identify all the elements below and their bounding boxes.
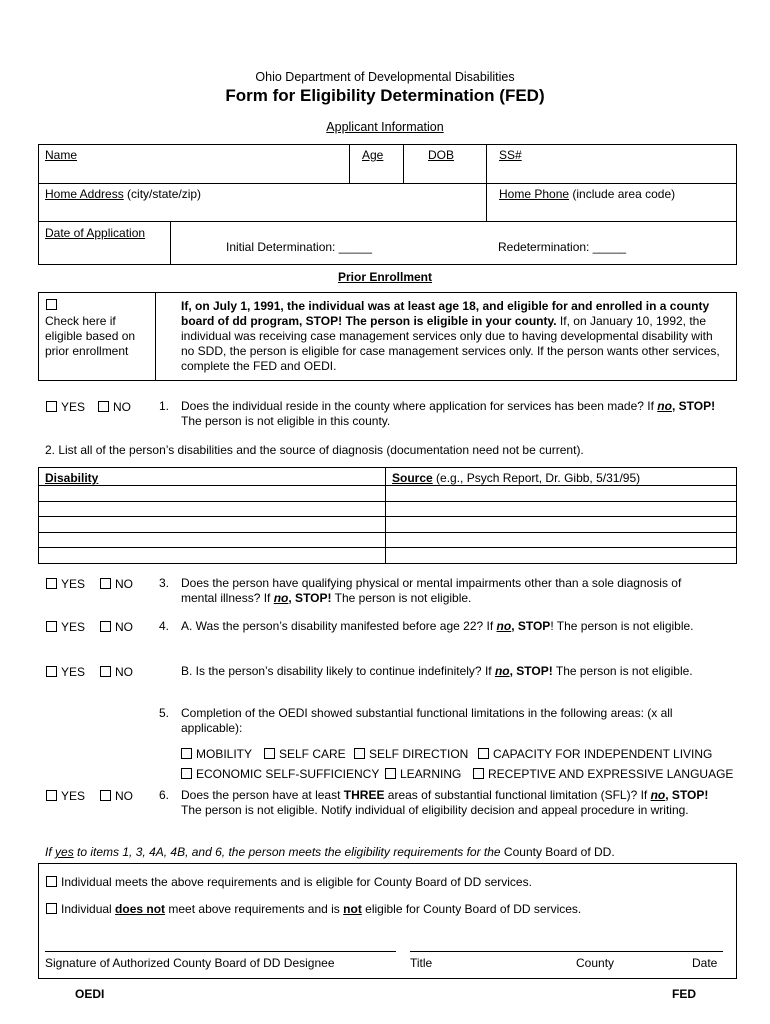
q1-yes[interactable] xyxy=(46,400,85,414)
q4b-no[interactable] xyxy=(100,665,133,679)
prior-enrollment-text xyxy=(181,299,729,374)
meets-label: Individual meets the above requirements and is eligible for County Board of DD services. xyxy=(61,875,532,889)
date-label: Date xyxy=(692,956,718,970)
q6-no-emph: no xyxy=(650,788,666,802)
q6-number: 6. xyxy=(159,788,170,802)
area-self-care[interactable] xyxy=(264,747,346,761)
language-label: RECEPTIVE AND EXPRESSIVE LANGUAGE xyxy=(488,767,734,781)
mobility-checkbox[interactable] xyxy=(181,748,192,759)
q4a-yes-label: YES xyxy=(61,620,86,634)
mobility-label: MOBILITY xyxy=(196,747,253,761)
prior-enrollment-bold: If, on July 1, 1991, the individual was at least age 18, and eligible for and enrolled in a county board of dd program, STOP! The person is eligible in your county. xyxy=(181,299,710,328)
dob-field[interactable]: DOB xyxy=(428,148,455,162)
name-field[interactable]: Name xyxy=(45,148,78,162)
area-independent-living[interactable] xyxy=(478,747,712,761)
q3-number: 3. xyxy=(159,576,170,590)
footer-fed: FED xyxy=(672,987,696,1001)
self-direction-label: SELF DIRECTION xyxy=(369,747,469,761)
summary-b: to items 1, 3, 4A, 4B, and 6, the person meets the eligibility requirements for the xyxy=(73,845,501,859)
q1-no-checkbox[interactable] xyxy=(98,401,109,412)
signature-label: Signature of Authorized County Board of DD Designee xyxy=(45,956,335,970)
q4a-no-checkbox[interactable] xyxy=(100,621,111,632)
q4a-no[interactable] xyxy=(100,620,133,634)
q5-number: 5. xyxy=(159,706,170,720)
q4b-yes-checkbox[interactable] xyxy=(46,666,57,677)
eligibility-summary xyxy=(45,845,745,860)
decision-does-not-meet[interactable] xyxy=(46,902,581,916)
q3-tail: The person is not eligible. xyxy=(331,591,472,605)
q4a-stop: , STOP xyxy=(511,619,551,633)
q2-text: 2. List all of the person’s disabilities and the source of diagnosis (documentation need not be current). xyxy=(45,443,584,457)
q6-question-a: Does the person have at least xyxy=(181,788,344,802)
does-not-emph: does not xyxy=(115,902,166,916)
redetermination-field[interactable]: Redetermination: _____ xyxy=(498,240,627,254)
q4b-question: B. Is the person’s disability likely to continue indefinitely? If xyxy=(181,664,495,678)
q6-yes-checkbox[interactable] xyxy=(46,790,57,801)
q3-yes-label: YES xyxy=(61,577,86,591)
independent-living-checkbox[interactable] xyxy=(478,748,489,759)
q4b-text xyxy=(181,664,721,679)
q4a-no-label: NO xyxy=(115,620,133,634)
q4b-no-emph: no xyxy=(494,664,510,678)
q1-text xyxy=(181,399,731,429)
q4-number: 4. xyxy=(159,619,170,633)
age-field[interactable]: Age xyxy=(362,148,384,162)
summary-yes: yes xyxy=(55,845,74,859)
learning-label: LEARNING xyxy=(400,767,462,781)
q6-tail: The person is not eligible. Notify individual of eligibility decision and appeal procedure in writing. xyxy=(181,803,689,817)
q4a-no-emph: no xyxy=(496,619,512,633)
q1-question: Does the individual reside in the county where application for services has been made? If xyxy=(181,399,658,413)
area-language[interactable] xyxy=(473,767,733,781)
q4b-yes[interactable] xyxy=(46,665,85,679)
q4a-tail: ! The person is not eligible. xyxy=(550,619,694,633)
q1-no-emph: no xyxy=(657,399,672,413)
meets-checkbox[interactable] xyxy=(46,876,57,887)
self-care-checkbox[interactable] xyxy=(264,748,275,759)
q6-no[interactable] xyxy=(100,789,133,803)
footer-oedi: OEDI xyxy=(75,987,105,1001)
date-of-application-field[interactable]: Date of Application xyxy=(45,226,146,240)
area-economic[interactable] xyxy=(181,767,379,781)
source-column-header xyxy=(392,471,640,485)
economic-checkbox[interactable] xyxy=(181,768,192,779)
not-emph: not xyxy=(343,902,362,916)
county-label: County xyxy=(576,956,615,970)
not-b: meet above requirements and is xyxy=(165,902,344,916)
q4b-stop: , STOP! xyxy=(509,664,553,678)
q3-yes[interactable] xyxy=(46,577,85,591)
home-address-field[interactable] xyxy=(45,187,201,201)
q4a-yes-checkbox[interactable] xyxy=(46,621,57,632)
prior-enrollment-title: Prior Enrollment xyxy=(337,270,432,284)
q4a-yes[interactable] xyxy=(46,620,85,634)
prior-enrollment-normal: If, on January 10, 1992, the individual was receiving case management services only due to having developmental disability with no SDD, the person is eligible for case management services only. If the person wants other services, complete the FED and OEDI. xyxy=(181,314,720,373)
not-c: eligible for County Board of DD services. xyxy=(361,902,582,916)
independent-living-label: CAPACITY FOR INDEPENDENT LIVING xyxy=(493,747,713,761)
q3-text xyxy=(181,576,701,606)
q1-tail: The person is not eligible in this county. xyxy=(181,414,391,428)
home-phone-label: Home Phone xyxy=(499,187,570,201)
q4a-text xyxy=(181,619,721,634)
economic-label: ECONOMIC SELF-SUFFICIENCY xyxy=(196,767,380,781)
language-checkbox[interactable] xyxy=(473,768,484,779)
q1-yes-checkbox[interactable] xyxy=(46,401,57,412)
source-label: Source xyxy=(392,471,433,485)
q1-yes-label: YES xyxy=(61,400,86,414)
area-learning[interactable] xyxy=(385,767,461,781)
not-a: Individual xyxy=(61,902,116,916)
summary-a: If xyxy=(45,845,56,859)
area-self-direction[interactable] xyxy=(354,747,468,761)
q3-stop: , STOP! xyxy=(288,591,332,605)
prior-enrollment-checkbox[interactable] xyxy=(46,299,57,310)
home-address-label: Home Address xyxy=(45,187,124,201)
q4b-no-checkbox[interactable] xyxy=(100,666,111,677)
source-hint: (e.g., Psych Report, Dr. Gibb, 5/31/95) xyxy=(432,471,641,485)
q1-number: 1. xyxy=(159,399,170,413)
does-not-meet-checkbox[interactable] xyxy=(46,903,57,914)
q3-no-checkbox[interactable] xyxy=(100,578,111,589)
home-phone-hint: (include area code) xyxy=(569,187,676,201)
q3-yes-checkbox[interactable] xyxy=(46,578,57,589)
q6-no-checkbox[interactable] xyxy=(100,790,111,801)
q3-no-emph: no xyxy=(273,591,289,605)
q1-stop: , STOP! xyxy=(671,399,716,413)
self-care-label: SELF CARE xyxy=(279,747,346,761)
home-address-hint: (city/state/zip) xyxy=(123,187,202,201)
q4b-yes-label: YES xyxy=(61,665,86,679)
q6-yes-label: YES xyxy=(61,789,86,803)
home-phone-field[interactable] xyxy=(499,187,675,201)
section-title-applicant: Applicant Information xyxy=(326,120,444,134)
q4b-no-label: NO xyxy=(115,665,133,679)
self-direction-checkbox[interactable] xyxy=(354,748,365,759)
area-mobility[interactable] xyxy=(181,747,252,761)
q6-yes[interactable] xyxy=(46,789,85,803)
q6-no-label: NO xyxy=(115,789,133,803)
initial-determination-field[interactable]: Initial Determination: _____ xyxy=(226,240,373,254)
q6-question-b: areas of substantial functional limitation (SFL)? If xyxy=(384,788,651,802)
form-title: Form for Eligibility Determination (FED) xyxy=(225,86,545,105)
prior-enrollment-check-label: Check here if eligible based on prior enrollment xyxy=(45,314,136,358)
q5-text: Completion of the OEDI showed substantial functional limitations in the following areas: (x all applicable): xyxy=(181,706,673,735)
learning-checkbox[interactable] xyxy=(385,768,396,779)
decision-meets[interactable] xyxy=(46,875,532,889)
summary-c: County Board of DD. xyxy=(500,845,615,859)
q4b-tail: The person is not eligible. xyxy=(552,664,693,678)
q6-text xyxy=(181,788,716,818)
disability-column-header: Disability xyxy=(45,471,99,485)
q3-no-label: NO xyxy=(115,577,133,591)
q3-no[interactable] xyxy=(100,577,133,591)
q4a-question: A. Was the person’s disability manifested before age 22? If xyxy=(181,619,497,633)
agency-name: Ohio Department of Developmental Disabilities xyxy=(255,70,515,84)
q6-three: THREE xyxy=(343,788,385,802)
q1-no-label: NO xyxy=(113,400,131,414)
signature-line[interactable] xyxy=(45,951,396,952)
title-label: Title xyxy=(410,956,433,970)
q3-question: Does the person have qualifying physical or mental impairments other than a sole diagnosis of mental illness? If xyxy=(181,576,682,605)
applicant-table-border xyxy=(38,144,737,265)
ssn-field[interactable]: SS# xyxy=(499,148,522,162)
q6-stop: , STOP! xyxy=(665,788,709,802)
title-county-date-line[interactable] xyxy=(410,951,723,952)
q1-no[interactable] xyxy=(98,400,131,414)
